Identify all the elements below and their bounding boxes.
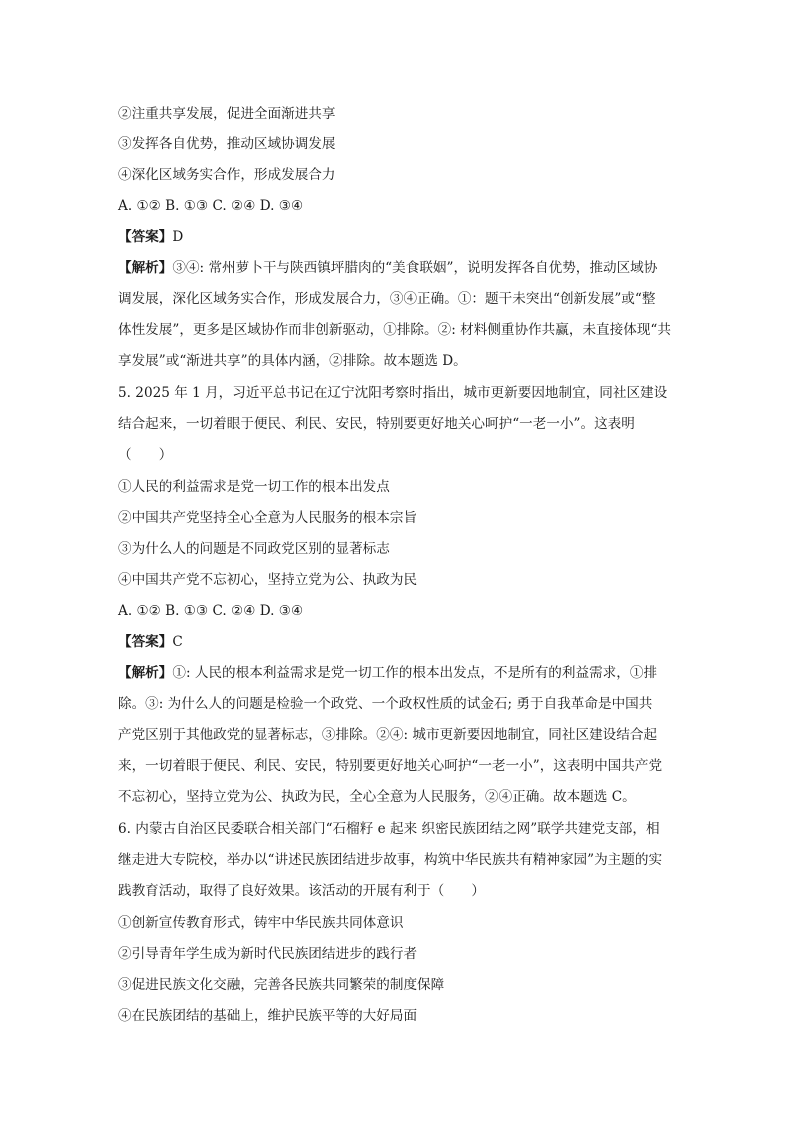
q4-analysis-line-3: 体性发展”，更多是区域协作而非创新驱动，①排除。②: 材料侧重协作共赢，未直接体现“共 (118, 322, 671, 338)
q5-analysis-line-5: 不忘初心，坚持立党为公、执政为民，全心全意为人民服务，②④正确。故本题选 C。 (118, 789, 636, 805)
q4-answer-value: D (172, 229, 184, 245)
q6-stem-line-3: 践教育活动，取得了良好效果。该活动的开展有利于（ ） (118, 883, 486, 899)
q5-analysis-line-3: 产党区别于其他政党的显著标志，③排除。②④: 城市更新要因地制宜，同社区建设结合起 (118, 727, 658, 743)
q5-answer-label: 【答案】 (118, 634, 173, 650)
q4-analysis-line-4: 享发展”或“渐进共享”的具体内涵，②排除。故本题选 D。 (118, 353, 467, 369)
q5-option-3: ③为什么人的问题是不同政党区别的显著标志 (118, 541, 390, 557)
q5-choices: A. ①② B. ①③ C. ②④ D. ③④ (118, 603, 304, 619)
q5-stem (118, 378, 678, 471)
q5-analysis-label: 【解析】 (118, 665, 173, 681)
q5-analysis-line-2: 除。③: 为什么人的问题是检验一个政党、一个政权性质的试金石; 勇于自我革命是中国共 (118, 696, 653, 712)
q5-stem-line-3: （ ） (118, 447, 173, 463)
q6-stem-line-1: 6. 内蒙古自治区民委联合相关部门“石榴籽 e 起来 织密民族团结之网”联学共建党支部，相 (118, 821, 660, 837)
q5-option-2: ②中国共产党坚持全心全意为人民服务的根本宗旨 (118, 510, 418, 526)
q4-answer-label: 【答案】 (118, 229, 173, 245)
q6-option-1: ①创新宣传教育形式，铸牢中华民族共同体意识 (118, 915, 404, 931)
q6-option-4: ④在民族团结的基础上，维护民族平等的大好局面 (118, 1008, 418, 1024)
q6-stem-line-2: 继走进大专院校，举办以“讲述民族团结进步故事，构筑中华民族共有精神家园”为主题的实 (118, 852, 663, 868)
q4-option-4: ④深化区域务实合作，形成发展合力 (118, 167, 336, 183)
q5-option-4: ④中国共产党不忘初心，坚持立党为公、执政为民 (118, 572, 418, 588)
q4-choices: A. ①② B. ①③ C. ②④ D. ③④ (118, 198, 304, 214)
q5-analysis (118, 658, 678, 813)
q4-option-2: ②注重共享发展，促进全面渐进共享 (118, 106, 336, 122)
q4-analysis (118, 253, 678, 377)
q5-analysis-line-1: ①: 人民的根本利益需求是党一切工作的根本出发点，不是所有的利益需求，①排 (172, 665, 658, 681)
q5-stem-line-2: 结合起来，一切着眼于便民、利民、安民，特别要更好地关心呵护“一老一小”。这表明 (118, 416, 635, 432)
q6-option-2: ②引导青年学生成为新时代民族团结进步的践行者 (118, 946, 418, 962)
q4-analysis-line-2: 调发展，深化区域务实合作，形成发展合力，③④正确。①：题干未突出“创新发展”或“整 (118, 291, 656, 307)
q4-option-3: ③发挥各自优势，推动区域协调发展 (118, 136, 336, 152)
q4-answer (118, 227, 183, 247)
q6-option-3: ③促进民族文化交融，完善各民族共同繁荣的制度保障 (118, 977, 445, 993)
q5-analysis-line-4: 来，一切着眼于便民、利民、安民，特别要更好地关心呵护“一老一小”，这表明中国共产党 (118, 758, 663, 774)
q4-analysis-label: 【解析】 (118, 260, 173, 276)
q5-option-1: ①人民的利益需求是党一切工作的根本出发点 (118, 479, 390, 495)
q5-answer-value: C (172, 634, 183, 650)
q5-answer (118, 632, 183, 652)
q5-stem-line-1: 5. 2025 年 1 月，习近平总书记在辽宁沈阳考察时指出，城市更新要因地制宜，同社区建设 (118, 385, 668, 401)
q4-analysis-line-1: ③④: 常州萝卜干与陕西镇坪腊肉的“美食联姻”，说明发挥各自优势，推动区域协 (172, 260, 658, 276)
q6-stem (118, 814, 678, 907)
